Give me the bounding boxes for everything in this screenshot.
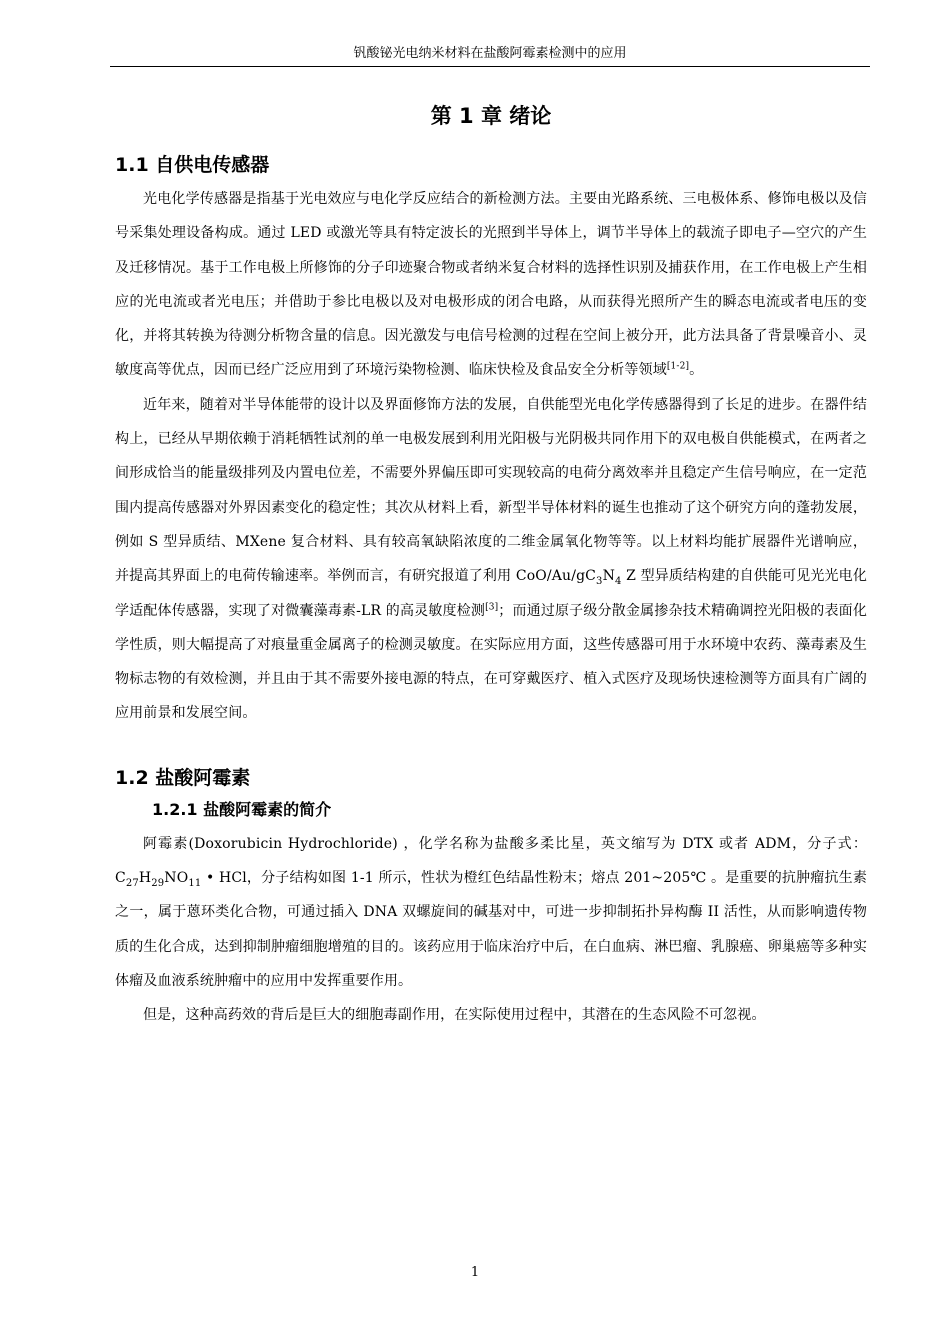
paragraph-1-1-a [115, 182, 867, 388]
page-number: 1 [470, 1265, 480, 1280]
formula-text: N [602, 568, 615, 585]
paragraph-text: ；而通过原子级分散金属掺杂技术精确调控光阳极的表面化学性质，则大幅提高了对痕量重金属离子的检测灵敏度。在实际应用方面，这些传感器可用于水环境中农药、藻毒素及生物标志物的有效检测，并且由于其不需要外接电源的特点，在可穿戴医疗、植入式医疗及现场快速检测等方面具有广阔的应用前景和发展空间。 [115, 602, 867, 722]
subscript: 11 [188, 877, 202, 889]
paragraph-end: 。 [689, 362, 704, 379]
page-body [115, 96, 867, 1033]
subsection-title-1-2-1: 1.2.1 盐酸阿霉素的简介 [152, 799, 332, 819]
paragraph-text: 近年来，随着对半导体能带的设计以及界面修饰方法的发展，自供能型光电化学传感器得到了长足的进步。在器件结构上，已经从早期依赖于消耗牺牲试剂的单一电极发展到利用光阳极与光阴极共同作用下的双电极自供能模式，在两者之间形成恰当的能量级排列及内置电位差，不需要外界偏压即可实现较高的电荷分离效率并且稳定产生信号响应，在一定范围内提高传感器对外界因素变化的稳定性；其次从材料上看，新型半导体材料的诞生也推动了这个研究方向的蓬勃发展，例如 S 型异质结、MXene 复合材料、具有较高氧缺陷浓度的二维金属氧化物等等。以上材料均能扩展器件光谱响应，并提高其界面上的电荷传输速率。举例而言，有研究报道了利用 CoO/Au/gC [115, 396, 867, 585]
formula-text: H [138, 870, 152, 887]
subscript: 3 [596, 576, 603, 588]
paragraph-text: 光电化学传感器是指基于光电效应与电化学反应结合的新检测方法。主要由光路系统、三电极体系、修饰电极以及信号采集处理设备构成。通过 LED 或激光等具有特定波长的光照到半导体上，调节半导体上的载流子即电子—空穴的产生及迁移情况。基于工作电极上所修饰的分子印迹聚合物或者纳米复合材料的选择性识别及捕获作用，在工作电极上产生相应的光电流或者光电压；并借助于参比电极以及对电极形成的闭合电路，从而获得光照所产生的瞬态电流或者电压的变化，并将其转换为待测分析物含量的信息。因光激发与电信号检测的过程在空间上被分开，此方法具备了背景噪音小、灵敏度高等优点，因而已经广泛应用到了环境污染物检测、临床快检及食品安全分析等领域 [115, 191, 867, 379]
subscript: 29 [151, 877, 165, 889]
citation: [1-2] [666, 361, 690, 372]
section-title-1-2: 1.2 盐酸阿霉素 [115, 766, 251, 789]
subscript: 27 [125, 877, 139, 889]
paragraph-1-2-1-b: 但是，这种高药效的背后是巨大的细胞毒副作用，在实际使用过程中，其潜在的生态风险不可忽视。 [143, 1007, 766, 1024]
paragraph-text: Z 型异质结构建的自供能可见光光电化学适配体传感器，实现了对微囊藻毒素-LR 的高灵敏度检测 [115, 568, 867, 619]
running-header: 钒酸铋光电纳米材料在盐酸阿霉素检测中的应用 [353, 46, 627, 61]
subscript: 4 [614, 576, 622, 588]
paragraph-text: 阿霉素(Doxorubicin Hydrochloride) ，化学名称为盐酸多柔比星，英文缩写为 DTX 或者 ADM，分子式：C [115, 835, 867, 887]
paragraph-text: • HCl，分子结构如图 1-1 所示，性状为橙红色结晶性粉末；熔点 201~205℃ 。是重要的抗肿瘤抗生素之一，属于蒽环类化合物，可通过插入 DNA 双螺旋间的碱基对中，可进一步抑制拓扑异构酶 II 活性，从而影响遗传物质的生化合成，达到抑制肿瘤细胞增殖的目的。该药应用于临床治疗中后，在白血病、淋巴瘤、乳腺癌、卵巢癌等多种实体瘤及血液系统肿瘤中的应用中发挥重要作用。 [115, 870, 867, 989]
chapter-title: 第 1 章 绪论 [430, 104, 552, 128]
paragraph-1-2-1-a [115, 827, 867, 998]
paragraph-1-1-b [115, 388, 867, 731]
header-rule [110, 66, 870, 67]
formula-text: NO [164, 870, 189, 887]
citation: [3] [485, 601, 499, 612]
section-title-1-1: 1.1 自供电传感器 [115, 154, 270, 176]
